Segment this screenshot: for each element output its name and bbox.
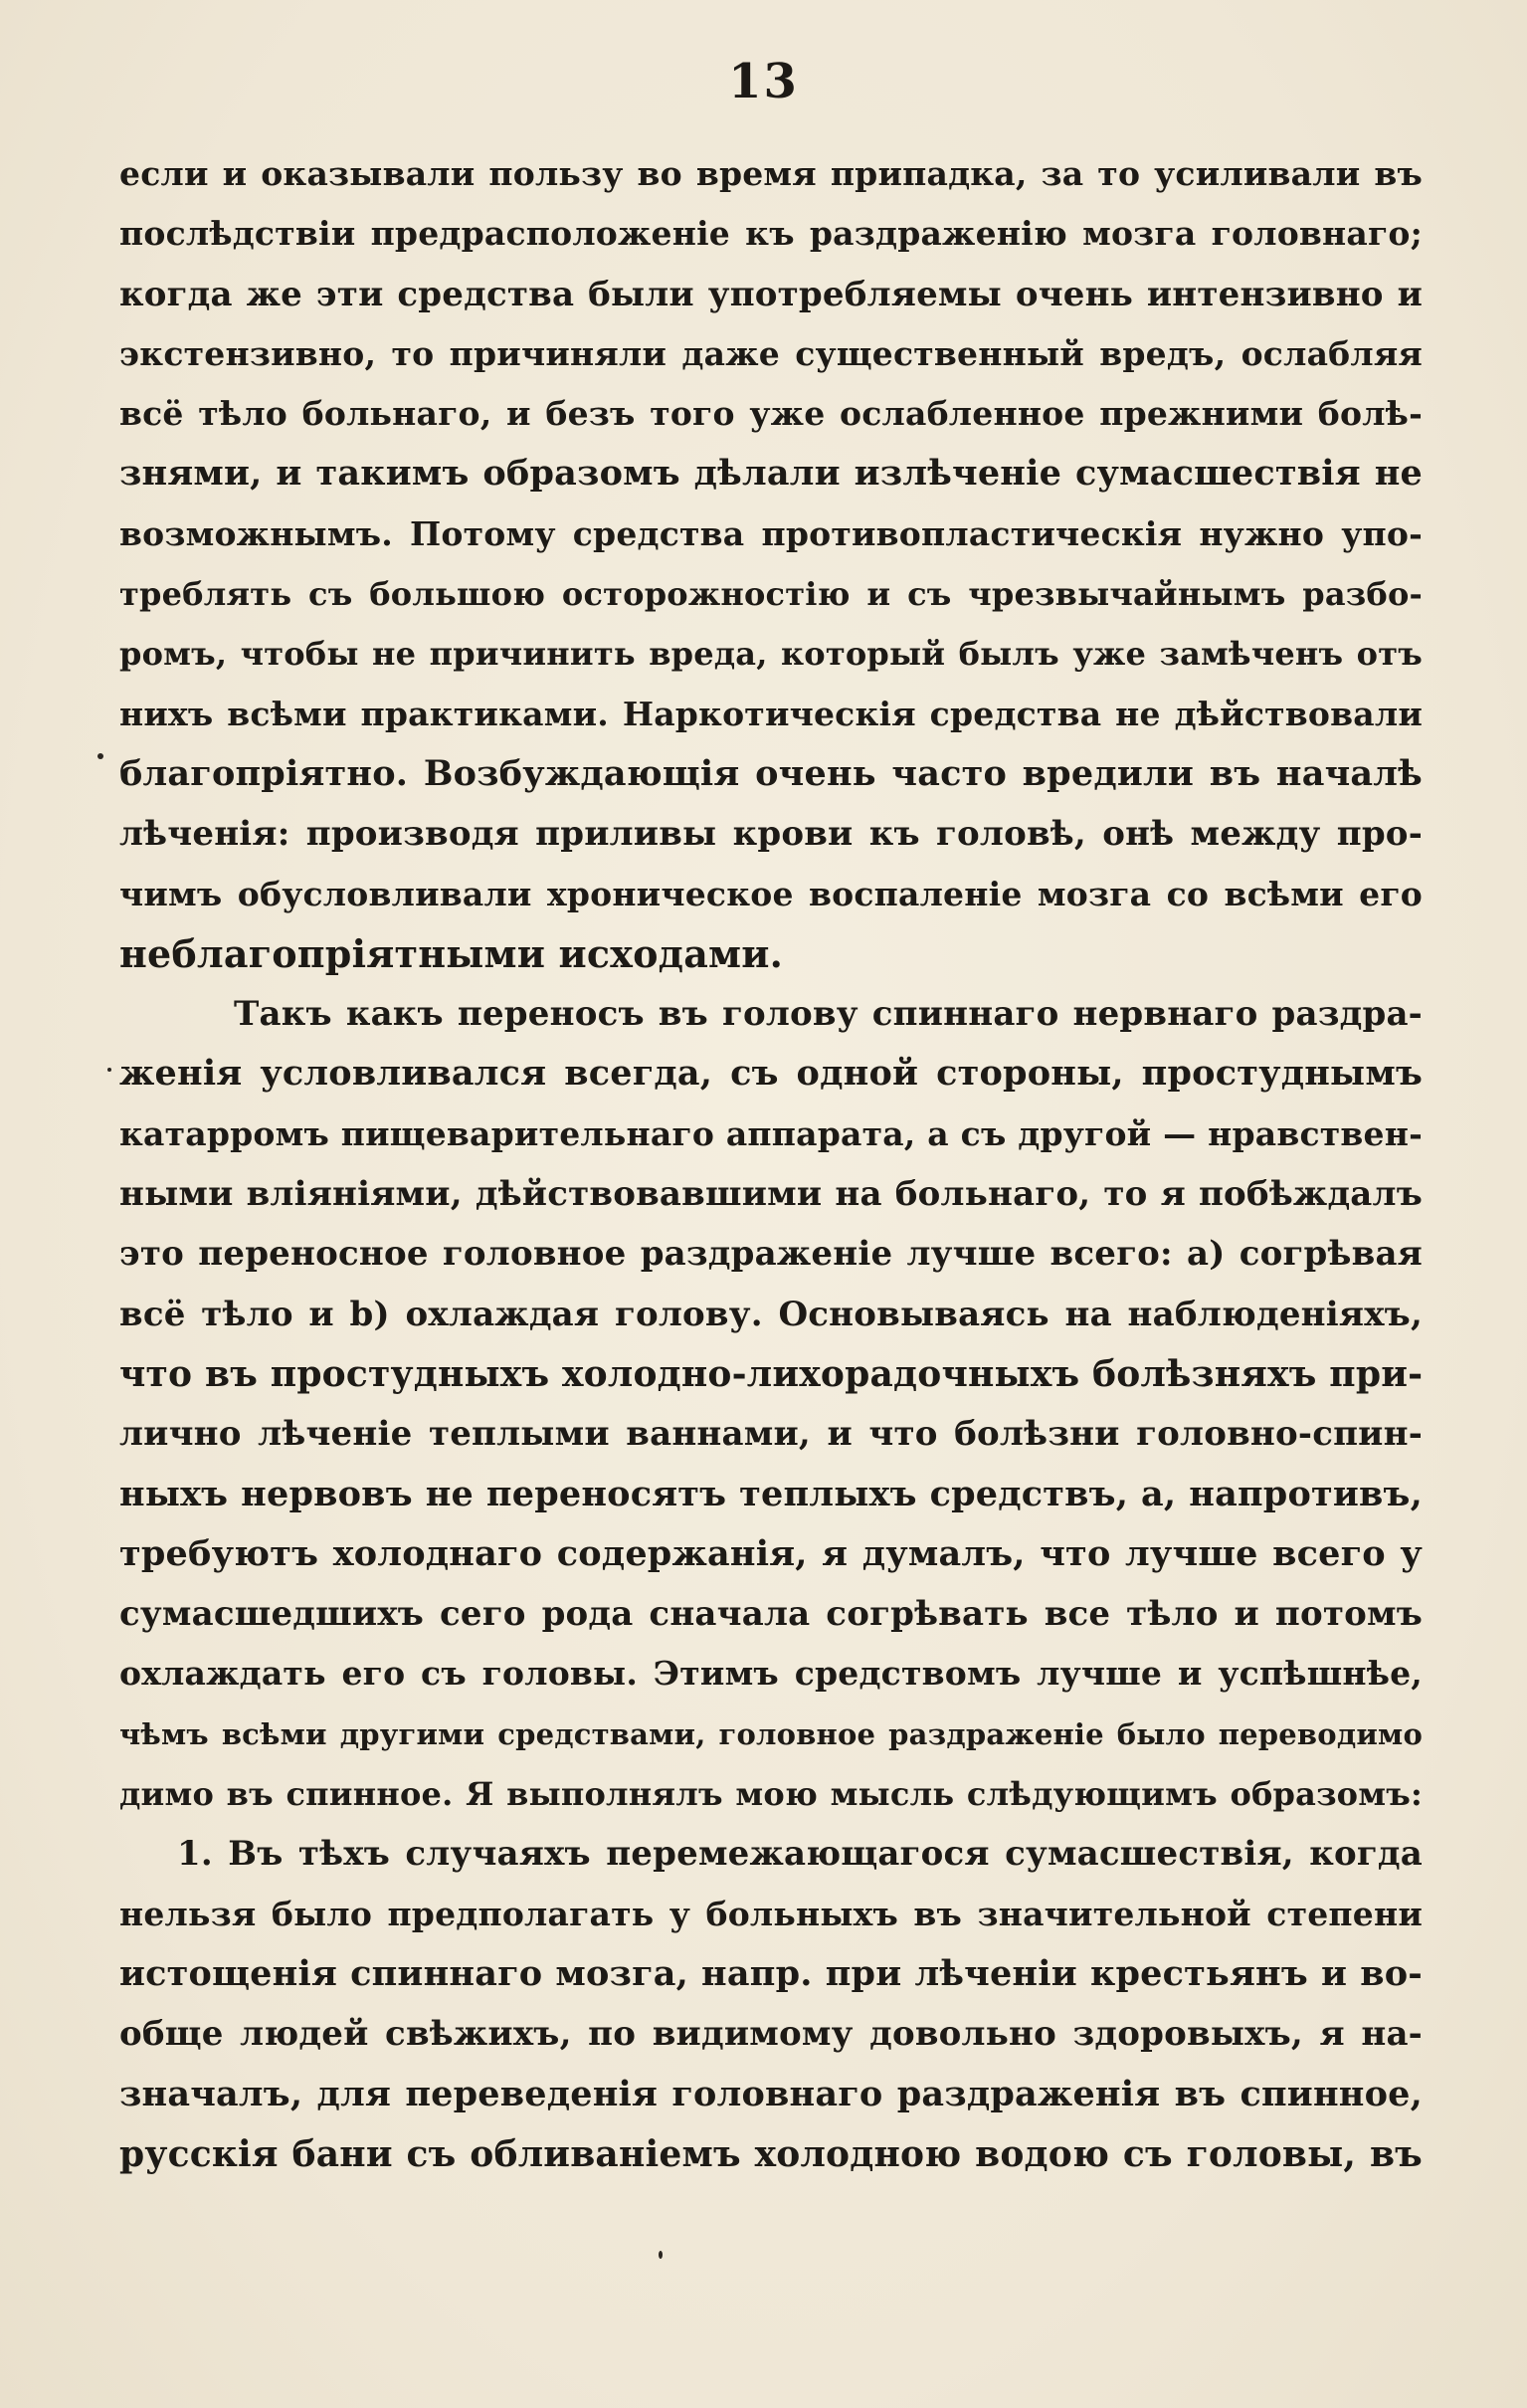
- ink-speck: [97, 753, 103, 759]
- text-line: димо въ спинное. Я выполнялъ мою мысль слѣдующимъ образомъ:: [119, 1775, 1423, 1814]
- ink-speck: [107, 1068, 111, 1072]
- text-line: лѣченія: производя приливы крови къ головѣ, онѣ между про-: [119, 814, 1423, 855]
- text-line: истощенія спиннаго мозга, напр. при лѣченіи крестьянъ и во-: [119, 1952, 1423, 1994]
- text-line: нихъ всѣми практиками. Наркотическія средства не дѣйствовали: [119, 694, 1423, 733]
- text-line: если и оказывали пользу во время припадка, за то усиливали въ: [119, 154, 1423, 193]
- text-line: послѣдствіи предрасположеніе къ раздраженію мозга головнаго;: [119, 214, 1423, 254]
- body-text: [119, 144, 1423, 2184]
- text-line: женія условливался всегда, съ одной стороны, простуднымъ: [119, 1053, 1423, 1095]
- text-line: охлаждать его съ головы. Этимъ средствомъ лучше и успѣшнѣе,: [119, 1654, 1423, 1694]
- text-line: чимъ обусловливали хроническое воспаленіе мозга со всѣми его: [119, 874, 1423, 913]
- text-line: ныхъ нервовъ не переносятъ теплыхъ средствъ, а, напротивъ,: [119, 1473, 1423, 1514]
- text-line: ными вліяніями, дѣйствовавшими на больнаго, то я побѣждалъ: [119, 1174, 1423, 1215]
- text-line: когда же эти средства были употребляемы очень интензивно и: [119, 274, 1423, 314]
- text-line: экстензивно, то причиняли даже существенный вредъ, ослабляя: [119, 333, 1423, 373]
- paragraph-start-line: Такъ какъ переносъ въ голову спиннаго нервнаго раздра-: [234, 994, 1423, 1035]
- text-line: нельзя было предполагать у больныхъ въ значительной степени: [119, 1894, 1423, 1933]
- text-line: требуютъ холоднаго содержанія, я думалъ, что лучше всего у: [119, 1532, 1423, 1574]
- ink-speck: [659, 2251, 663, 2259]
- text-line: ромъ, чтобы не причинить вреда, который былъ уже замѣченъ отъ: [119, 635, 1423, 674]
- text-line: сумасшедшихъ сего рода сначала согрѣвать все тѣло и потомъ: [119, 1594, 1423, 1635]
- text-line: всё тѣло больнаго, и безъ того уже ослабленное прежними болѣ-: [119, 394, 1423, 434]
- text-line: возможнымъ. Потому средства противопластическія нужно упо-: [119, 513, 1423, 553]
- text-line: лично лѣченіе теплыми ваннами, и что болѣзни головно-спин-: [119, 1414, 1423, 1455]
- text-line: обще людей свѣжихъ, по видимому довольно здоровыхъ, я на-: [119, 2014, 1423, 2055]
- text-line: русскія бани съ обливаніемъ холодною водою съ головы, въ: [119, 2132, 1423, 2175]
- text-line: всё тѣло и b) охлаждая голову. Основываясь на наблюденіяхъ,: [119, 1294, 1423, 1334]
- text-line: треблять съ большою осторожностію и съ чрезвычайнымъ разбо-: [119, 575, 1423, 614]
- text-line: знями, и такимъ образомъ дѣлали излѣченіе сумасшествія не: [119, 453, 1423, 495]
- text-line: что въ простудныхъ холодно-лихорадочныхъ болѣзняхъ при-: [119, 1352, 1423, 1395]
- page-number: 13: [728, 54, 799, 109]
- text-line: катарромъ пищеварительнаго аппарата, а съ другой — нравствен-: [119, 1113, 1423, 1153]
- paragraph-start-line: 1. Въ тѣхъ случаяхъ перемежающагося сумасшествія, когда: [177, 1834, 1423, 1875]
- text-line: значалъ, для переведенія головнаго раздраженія въ спинное,: [119, 2073, 1423, 2114]
- text-line: это переносное головное раздраженіе лучше всего: a) согрѣвая: [119, 1234, 1423, 1275]
- text-line: неблагопріятными исходами.: [119, 930, 784, 976]
- text-line: чѣмъ всѣми другими средствами, головное раздраженіе было переводимо: [119, 1716, 1423, 1751]
- text-line: благопріятно. Возбуждающія очень часто вредили въ началѣ: [119, 752, 1423, 794]
